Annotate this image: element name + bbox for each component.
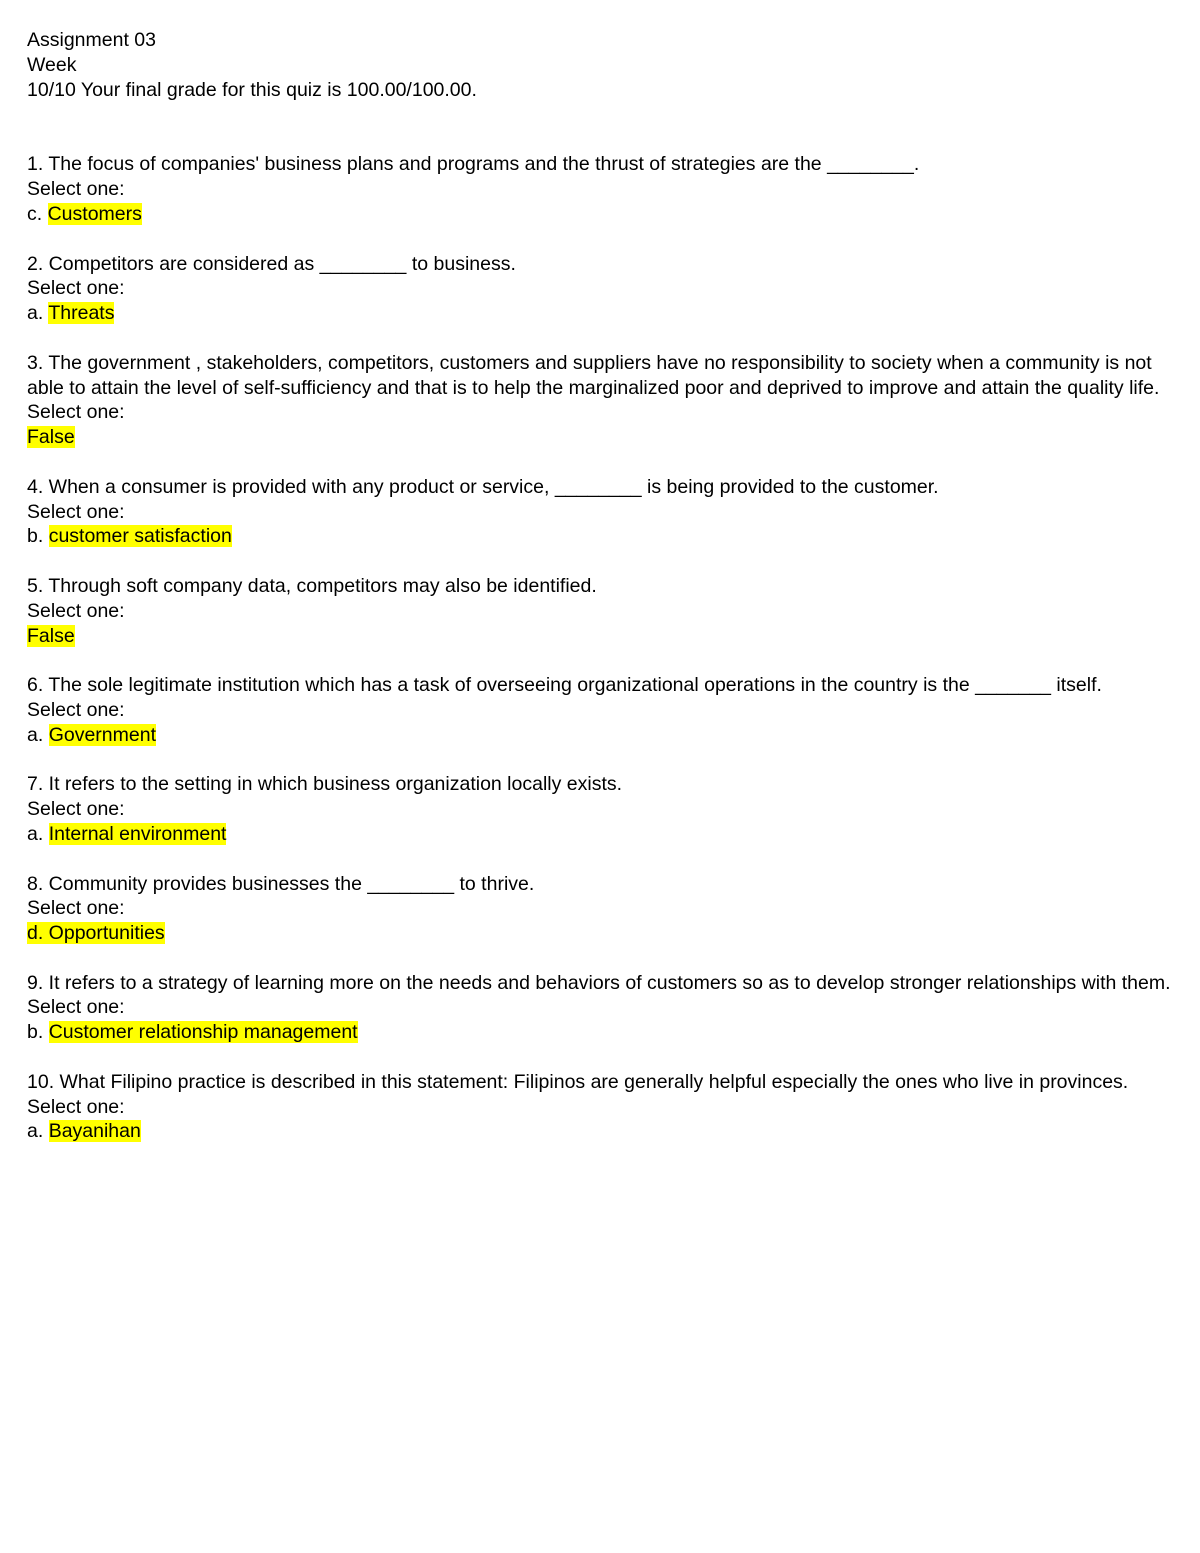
- select-one-label: Select one:: [27, 996, 125, 1019]
- select-one-label: Select one:: [27, 897, 125, 920]
- question-text: 9. It refers to a strategy of learning more on the needs and behaviors of customers so as to develop stronger relationships with them.: [27, 971, 1171, 994]
- answer-option-letter: b.: [27, 1021, 44, 1044]
- selected-answer-highlight: Government: [48, 723, 156, 746]
- answer-line: [27, 822, 1177, 847]
- question-item: [27, 971, 1177, 1045]
- question-item: [27, 872, 1177, 946]
- answer-line: [27, 425, 1177, 450]
- week-label: Week: [27, 53, 77, 76]
- answer-line: [27, 524, 1177, 549]
- select-one-label: Select one:: [27, 500, 125, 523]
- answer-option-letter: a.: [27, 302, 44, 325]
- answer-option-letter: a.: [27, 1120, 44, 1143]
- question-item: [27, 574, 1177, 648]
- selected-answer-highlight: Customer relationship management: [48, 1021, 358, 1044]
- selected-answer-highlight: False: [27, 624, 75, 647]
- quiz-document: [27, 28, 1177, 1169]
- answer-line: [27, 624, 1177, 649]
- answer-option-letter: b.: [27, 525, 44, 548]
- selected-answer-highlight: Customers: [47, 202, 142, 225]
- question-text: 2. Competitors are considered as ________ to business.: [27, 252, 516, 275]
- question-item: [27, 252, 1177, 326]
- selected-answer-highlight: customer satisfaction: [48, 525, 232, 548]
- question-list: [27, 152, 1177, 1144]
- answer-option-letter: c.: [27, 202, 43, 225]
- select-one-label: Select one:: [27, 401, 125, 424]
- answer-line: [27, 1119, 1177, 1144]
- selected-answer-highlight: d. Opportunities: [27, 922, 165, 945]
- question-text: 5. Through soft company data, competitors may also be identified.: [27, 574, 597, 597]
- question-item: [27, 772, 1177, 846]
- answer-line: [27, 301, 1177, 326]
- question-item: [27, 1070, 1177, 1144]
- assignment-title: Assignment 03: [27, 29, 156, 51]
- final-grade: 10/10 Your final grade for this quiz is 100.00/100.00.: [27, 78, 477, 101]
- question-item: [27, 475, 1177, 549]
- selected-answer-highlight: Threats: [48, 302, 115, 325]
- select-one-label: Select one:: [27, 178, 125, 201]
- header-spacer: [27, 102, 1177, 152]
- select-one-label: Select one:: [27, 1095, 125, 1118]
- select-one-label: Select one:: [27, 798, 125, 821]
- selected-answer-highlight: Bayanihan: [48, 1120, 141, 1143]
- question-text: 10. What Filipino practice is described in this statement: Filipinos are generally helpful especially the ones who live in provinces.: [27, 1070, 1129, 1093]
- answer-line: [27, 921, 1177, 946]
- select-one-label: Select one:: [27, 599, 125, 622]
- answer-line: [27, 202, 1177, 227]
- answer-option-letter: a.: [27, 822, 44, 845]
- question-text: 6. The sole legitimate institution which has a task of overseeing organizational operations in the country is the _______ itself.: [27, 674, 1102, 697]
- answer-option-letter: a.: [27, 723, 44, 746]
- question-text: 8. Community provides businesses the ________ to thrive.: [27, 872, 535, 895]
- question-item: [27, 673, 1177, 747]
- question-text: 3. The government , stakeholders, competitors, customers and suppliers have no responsibility to society when a community is not able to attain the level of self-sufficiency and that is to help the marginalized poor and deprived to improve and attain the quality life.: [27, 351, 1160, 399]
- question-item: [27, 351, 1177, 450]
- selected-answer-highlight: Internal environment: [48, 822, 227, 845]
- question-text: 1. The focus of companies' business plans and programs and the thrust of strategies are the ________.: [27, 153, 920, 176]
- answer-line: [27, 723, 1177, 748]
- selected-answer-highlight: False: [27, 426, 75, 449]
- answer-line: [27, 1020, 1177, 1045]
- question-item: [27, 152, 1177, 226]
- select-one-label: Select one:: [27, 277, 125, 300]
- question-text: 7. It refers to the setting in which business organization locally exists.: [27, 773, 623, 796]
- question-text: 4. When a consumer is provided with any product or service, ________ is being provided to the customer.: [27, 475, 939, 498]
- select-one-label: Select one:: [27, 698, 125, 721]
